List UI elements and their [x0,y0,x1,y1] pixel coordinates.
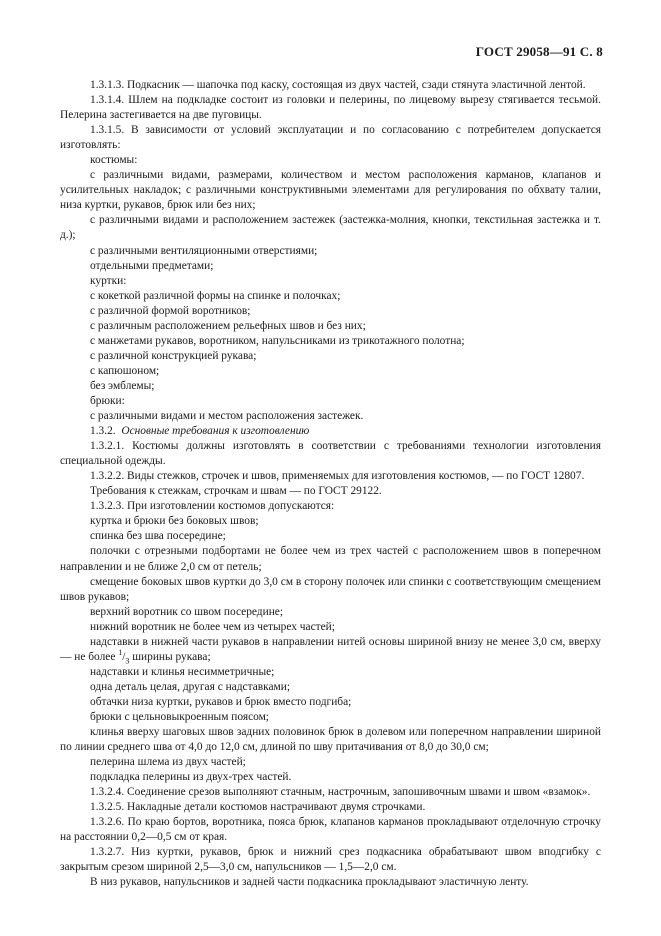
paragraph: с манжетами рукавов, воротником, напульсниками из трикотажного полотна; [90,334,465,347]
paragraph: с кокеткой различной формы на спинке и полочках; [90,289,341,302]
paragraph: 1.3.2.1. Костюмы должны изготовлять в соответствии с требованиями технологии изготовления специальной одежды. [60,440,601,468]
page-header: ГОСТ 29058—91 С. 8 [475,44,603,59]
paragraph: клинья вверху шаговых швов задних половинок брюк в долевом или поперечном направлении шириной по линии среднего шва от 4,0 до 12,0 см, длиной по шву притачивания от 8,0 до 30,0 см; [60,726,601,754]
paragraph: без эмблемы; [90,379,155,392]
fraction-denominator: 3 [125,656,130,666]
paragraph: с различными видами, размерами, количеством и местом расположения карманов, клапанов и усилительных накладок; с различными конструктивными элементами для регулирования по обхвату талии, низа куртки, рукавов, брюк или без них; [60,169,601,212]
paragraph: верхний воротник со швом посередине; [90,605,284,618]
paragraph: 1.3.1.4. Шлем на подкладке состоит из головки и пелерины, по лицевому вырезу стягивается тесьмой. Пелерина застегивается на две пуговицы. [60,94,601,122]
paragraph: надставки и клинья несимметричные; [90,665,275,678]
paragraph: куртки: [90,274,127,287]
section-number: 1.3.2. [90,425,116,438]
section-title: Основные требования к изготовлению [121,425,310,438]
paragraph: одна деталь целая, другая с надставками; [90,680,291,693]
paragraph: с различной конструкцией рукава; [90,349,257,362]
paragraph: 1.3.2.5. Накладные детали костюмов настрачивают двумя строчками. [90,801,426,814]
paragraph: 1.3.1.3. Подкасник — шапочка под каску, состоящая из двух частей, сзади стянута эластичной лентой. [90,79,586,91]
paragraph: смещение боковых швов куртки до 3,0 см в сторону полочек или спинки с соответствующим смещением швов рукавов; [60,575,601,603]
paragraph: с различной формой воротников; [90,304,251,317]
paragraph: обтачки низа куртки, рукавов и брюк вместо подгиба; [90,695,352,708]
paragraph: 1.3.2.4. Соединение срезов выполняют стачным, настрочным, запошивочным швами и швом «взамок». [90,786,591,799]
paragraph: пелерина шлема из двух частей; [90,756,246,769]
paragraph: 1.3.1.5. В зависимости от условий эксплуатации и по согласованию с потребителем допускается изготовлять: [60,124,601,152]
paragraph: 1.3.2.2. Виды стежков, строчек и швов, применяемых для изготовления костюмов, — по ГОСТ 12807. [90,470,585,483]
paragraph: брюки с цельновыкроенным поясом; [90,710,269,723]
paragraph: 1.3.2.3. При изготовлении костюмов допускаются: [90,500,335,513]
paragraph: с различными видами и расположением застежек (застежка-молния, кнопки, текстильная застежка и т. д.); [60,214,601,242]
paragraph: куртка и брюки без боковых швов; [90,515,259,528]
paragraph: Требования к стежкам, строчкам и швам — по ГОСТ 29122. [90,485,382,498]
section-heading [60,424,601,439]
paragraph: полочки с отрезными подбортами не более чем из трех частей с расположением швов в поперечном направлении и не ближе 2,0 см от петель; [60,545,601,573]
paragraph: с капюшоном; [90,364,160,377]
fraction-text-before: надставки в нижней части рукавов в направлении нитей основы шириной внизу не менее 3,0 см, вверху — не более [60,635,601,663]
paragraph: подкладка пелерины из двух-трех частей. [90,771,292,784]
paragraph-fraction: надставки в нижней части рукавов в направлении нитей основы шириной внизу не менее 3,0 см, вверху — не более $^1/_3$ ширины рукава; [60,635,601,666]
paragraph: 1.3.2.6. По краю бортов, воротника, пояса брюк, клапанов карманов прокладывают отделочную строчку на расстоянии 0,2—0,5 см от края. [60,816,601,844]
fraction-numerator: 1 [118,647,123,657]
paragraph: 1.3.2.7. Низ куртки, рукавов, брюк и нижний срез подкасника обрабатывают швом вподгибку с закрытым срезом шириной 2,5—3,0 см, напульсников — 1,5—2,0 см. [60,846,601,874]
paragraph: с различным расположением рельефных швов и без них; [90,319,366,332]
paragraph: брюки: [90,394,125,407]
paragraph: с различными вентиляционными отверстиями; [90,244,318,257]
paragraph: спинка без шва посередине; [90,530,226,543]
document-body [60,78,601,891]
fraction-text-after: ширины рукава; [129,650,211,663]
paragraph: В низ рукавов, напульсников и задней части подкасника прокладывают эластичную ленту. [90,876,529,889]
paragraph: костюмы: [90,154,138,167]
paragraph: нижний воротник не более чем из четырех частей; [90,620,335,633]
paragraph: отдельными предметами; [90,259,214,272]
paragraph: с различными видами и местом расположения застежек. [90,410,364,423]
